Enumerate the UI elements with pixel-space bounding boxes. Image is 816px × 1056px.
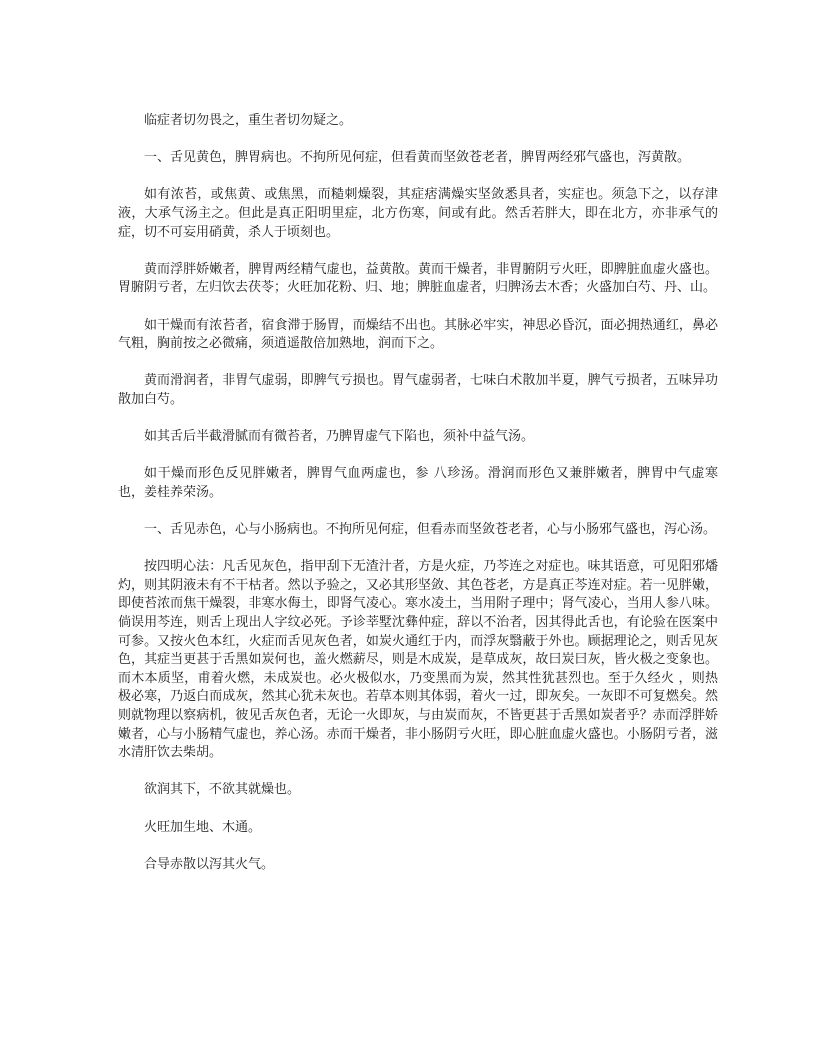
document-page	[118, 112, 718, 893]
paragraph-7: 如其舌后半截滑腻而有微苔者，乃脾胃虚气下陷也，须补中益气汤。	[144, 429, 535, 445]
paragraph-2: 一、舌见黄色，脾胃病也。不拘所见何症，但看黄而坚敛苍老者，脾胃两经邪气盛也，泻黄散。	[144, 150, 691, 166]
paragraph-1: 临症者切勿畏之，重生者切勿疑之。	[144, 113, 353, 128]
paragraph-13: 合导赤散以泻其火气。	[144, 856, 275, 872]
paragraph-4: 黄而浮胖娇嫩者，脾胃两经精气虚也，益黄散。黄而干燥者，非胃腑阴亏火旺，即脾脏血虚火盛也。胃腑阴亏者，左归饮去茯苓；火旺加花粉、归、地；脾脏血虚者，归脾汤去木香；火盛加白芍、丹、山。	[118, 261, 718, 296]
paragraph-3: 如有浓苔，或焦黄、或焦黑，而糙刺燥裂，其症痞满燥实坚敛悉具者，实症也。须急下之，以存津液，大承气汤主之。但此是真正阳明里症，北方伤寒，间或有此。然舌若胖大，即在北方，亦非承气的症，切不可妄用硝黄，杀人于顷刻也。	[118, 187, 718, 240]
paragraph-9: 一、舌见赤色，心与小肠病也。不拘所见何症，但看赤而坚敛苍老者，心与小肠邪气盛也，泻心汤。	[144, 522, 717, 538]
paragraph-8: 如干燥而形色反见胖嫩者，脾胃气血两虚也，参 八珍汤。滑润而形色又兼胖嫩者，脾胃中气虚寒也，姜桂养荣汤。	[118, 466, 718, 500]
paragraph-5: 如干燥而有浓苔者，宿食滞于肠胃，而燥结不出也。其脉必牢实，神思必昏沉，面必拥热通红，鼻必气粗，胸前按之必微痛，须逍遥散倍加熟地，润而下之。	[118, 317, 718, 352]
paragraph-10: 按四明心法：凡舌见灰色，指甲刮下无渣汁者，方是火症，乃芩连之对症也。味其语意，可见阳邪燔灼，则其阴液未有不干枯者。然以予验之，又必其形坚敛、其色苍老，方是真正芩连对症。若一见胖嫩，即使苔浓而焦干燥裂，非寒水侮土，即肾气凌心。寒水凌土，当用附子理中；肾气凌心，当用人参八味。倘误用芩连，则舌上现出人字纹必死。予诊莘墅沈彝仲症，辞以不治者，因其得此舌也，有论验在医案中可参。又按火色本红，火症而舌见灰色者，如炭火通红于内，而浮灰翳蔽于外也。顾据理论之，则舌见灰色，其症当更甚于舌黑如炭何也，盖火燃薪尽，则是木成炭，是草成灰，故曰炭曰灰，皆火极之变象也。而木本质坚，甫着火燃，未成炭也。必火极似水，乃变黑而为炭，然其性犹甚烈也。至于久经火 ，则热极必寒，乃返白而成灰，然其心犹未灰也。若草本则其体弱，着火一过，即灰矣。一灰即不可复燃矣。然则就物理以察病机，彼见舌灰色者，无论一火即灰，与由炭而灰，不皆更甚于舌黑如炭者乎？赤而浮胖娇嫩者，心与小肠精气虚也，养心汤。赤而干燥者，非小肠阴亏火旺，即心脏血虚火盛也。小肠阴亏者，滋水清肝饮去柴胡。	[118, 559, 718, 761]
paragraph-6: 黄而滑润者，非胃气虚弱，即脾气亏损也。胃气虚弱者，七味白术散加半夏，脾气亏损者，五味异功散加白芍。	[118, 373, 718, 407]
paragraph-11: 欲润其下，不欲其就燥也。	[144, 782, 301, 798]
paragraph-12: 火旺加生地、木通。	[144, 819, 262, 835]
